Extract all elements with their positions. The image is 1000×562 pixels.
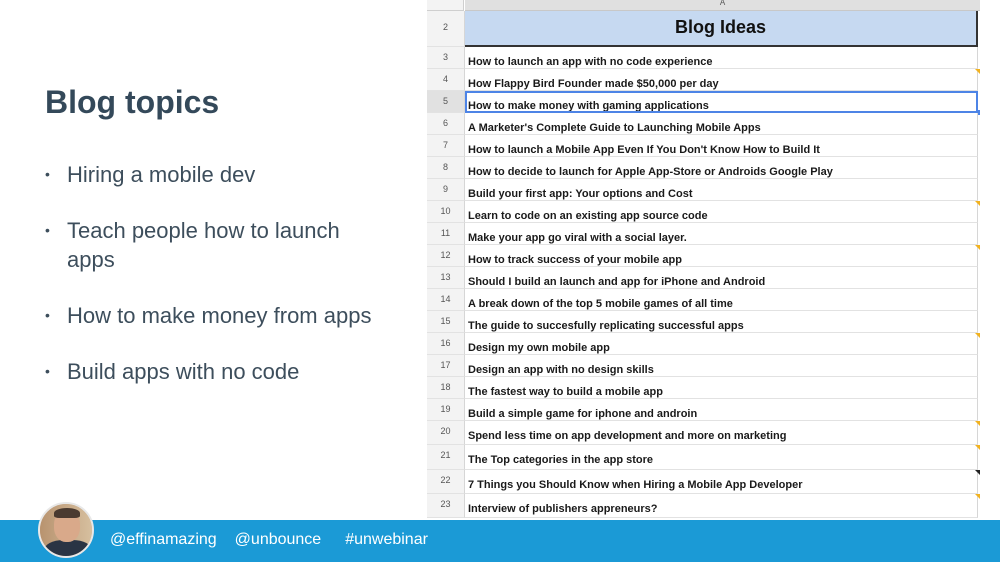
row-number[interactable]: 16 — [427, 333, 465, 355]
table-row — [427, 333, 980, 355]
row-number[interactable]: 2 — [427, 11, 465, 47]
title-row — [427, 11, 980, 47]
topic-item: • Build apps with no code — [45, 357, 385, 386]
row-number[interactable]: 5 — [427, 91, 465, 113]
table-row — [427, 157, 980, 179]
footer-tags — [110, 531, 428, 549]
blog-idea-cell[interactable]: How to launch a Mobile App Even If You Don't Know How to Build It — [465, 135, 978, 157]
table-row — [427, 267, 980, 289]
note-marker-icon[interactable] — [975, 201, 980, 206]
row-number[interactable]: 19 — [427, 399, 465, 421]
row-number[interactable]: 4 — [427, 69, 465, 91]
table-row — [427, 399, 980, 421]
blog-idea-cell[interactable]: Spend less time on app development and more on marketing — [465, 421, 978, 445]
blog-idea-cell[interactable]: A break down of the top 5 mobile games of all time — [465, 289, 978, 311]
row-number[interactable]: 21 — [427, 445, 465, 470]
note-marker-icon[interactable] — [975, 333, 980, 338]
table-row — [427, 245, 980, 267]
table-row — [427, 69, 980, 91]
row-number[interactable]: 6 — [427, 113, 465, 135]
note-marker-icon[interactable] — [975, 494, 980, 499]
blog-idea-cell[interactable]: The fastest way to build a mobile app — [465, 377, 978, 399]
table-row — [427, 223, 980, 245]
note-marker-icon[interactable] — [975, 421, 980, 426]
note-marker-icon[interactable] — [975, 445, 980, 450]
topic-item: • How to make money from apps — [45, 301, 385, 330]
blog-idea-cell[interactable]: How Flappy Bird Founder made $50,000 per day — [465, 69, 978, 91]
blog-idea-cell[interactable]: Learn to code on an existing app source code — [465, 201, 978, 223]
topic-item: • Teach people how to launch apps — [45, 216, 385, 274]
row-number[interactable]: 23 — [427, 494, 465, 518]
column-header-row — [427, 0, 980, 11]
table-row — [427, 179, 980, 201]
row-number[interactable]: 20 — [427, 421, 465, 445]
blog-idea-cell[interactable]: The Top categories in the app store — [465, 445, 978, 470]
row-number[interactable]: 22 — [427, 470, 465, 494]
table-row — [427, 470, 980, 494]
note-marker-icon[interactable] — [975, 470, 980, 475]
blog-idea-cell[interactable]: How to track success of your mobile app — [465, 245, 978, 267]
twitter-handle-unbounce: @unbounce — [234, 531, 322, 548]
blog-idea-cell[interactable]: Should I build an launch and app for iPhone and Android — [465, 267, 978, 289]
row-number[interactable]: 18 — [427, 377, 465, 399]
blog-idea-cell[interactable]: Design an app with no design skills — [465, 355, 978, 377]
select-all-corner[interactable] — [427, 0, 464, 11]
twitter-handle-effinamazing: @effinamazing — [110, 531, 217, 548]
table-row — [427, 289, 980, 311]
table-row — [427, 355, 980, 377]
avatar — [38, 502, 94, 558]
blog-idea-cell[interactable]: How to launch an app with no code experience — [465, 47, 978, 69]
table-row — [427, 113, 980, 135]
table-row — [427, 421, 980, 445]
blog-idea-cell[interactable]: 7 Things you Should Know when Hiring a Mobile App Developer — [465, 470, 978, 494]
note-marker-icon[interactable] — [975, 69, 980, 74]
blog-idea-cell[interactable]: A Marketer's Complete Guide to Launching Mobile Apps — [465, 113, 978, 135]
blog-idea-cell[interactable]: How to decide to launch for Apple App-Store or Androids Google Play — [465, 157, 978, 179]
row-number[interactable]: 12 — [427, 245, 465, 267]
topic-item: • Hiring a mobile dev — [45, 160, 385, 189]
column-header-a[interactable]: A — [465, 0, 980, 11]
row-number[interactable]: 3 — [427, 47, 465, 69]
table-row — [427, 311, 980, 333]
row-number[interactable]: 17 — [427, 355, 465, 377]
row-number[interactable]: 9 — [427, 179, 465, 201]
row-number[interactable]: 13 — [427, 267, 465, 289]
blog-idea-cell[interactable]: Interview of publishers appreneurs? — [465, 494, 978, 518]
topic-list — [45, 160, 385, 413]
blog-idea-cell[interactable]: Design my own mobile app — [465, 333, 978, 355]
table-row — [427, 47, 980, 69]
table-row — [427, 445, 980, 470]
table-row — [427, 201, 980, 223]
row-number[interactable]: 15 — [427, 311, 465, 333]
table-row — [427, 494, 980, 518]
blog-idea-cell[interactable]: The guide to succesfully replicating successful apps — [465, 311, 978, 333]
row-number[interactable]: 14 — [427, 289, 465, 311]
blog-idea-cell[interactable]: Make your app go viral with a social layer. — [465, 223, 978, 245]
title-cell[interactable]: Blog Ideas — [465, 11, 978, 47]
blog-idea-cell[interactable]: Build your first app: Your options and Cost — [465, 179, 978, 201]
blog-idea-cell[interactable]: How to make money with gaming applications — [465, 91, 978, 113]
row-number[interactable]: 8 — [427, 157, 465, 179]
hashtag-unwebinar: #unwebinar — [345, 531, 428, 548]
footer-bar — [0, 520, 1000, 562]
note-marker-icon[interactable] — [975, 245, 980, 250]
row-number[interactable]: 11 — [427, 223, 465, 245]
table-row — [427, 91, 980, 113]
sheet-rows — [427, 11, 980, 518]
spreadsheet-screenshot — [427, 0, 980, 520]
table-row — [427, 377, 980, 399]
row-number[interactable]: 7 — [427, 135, 465, 157]
slide-title: Blog topics — [45, 84, 220, 120]
row-number[interactable]: 10 — [427, 201, 465, 223]
table-row — [427, 135, 980, 157]
blog-idea-cell[interactable]: Build a simple game for iphone and androin — [465, 399, 978, 421]
